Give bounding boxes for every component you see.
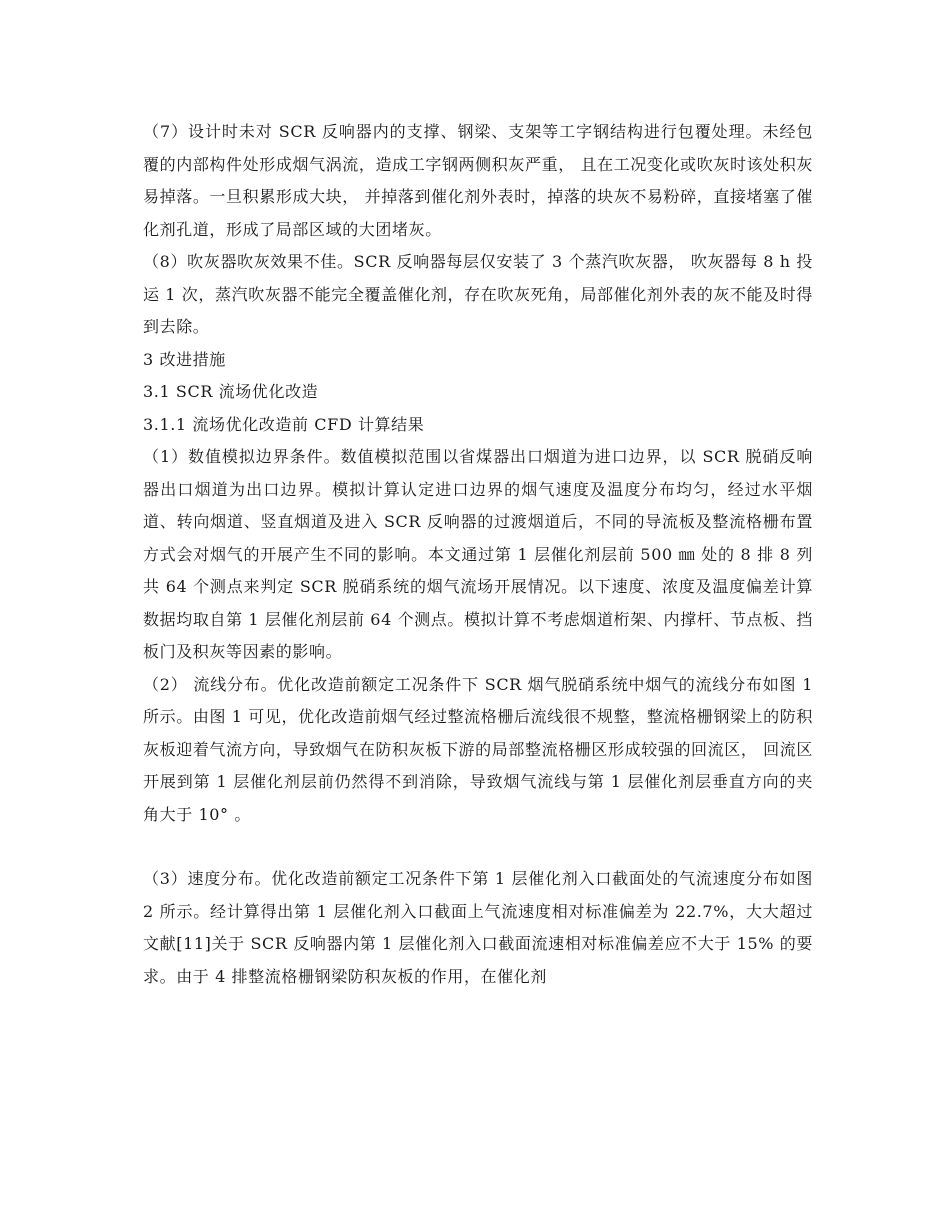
paragraph-item-8: （8）吹灰器吹灰效果不佳。SCR 反响器每层仅安装了 3 个蒸汽吹灰器， 吹灰器每 8 h 投运 1 次，蒸汽吹灰器不能完全覆盖催化剂，存在吹灰死角，局部催化剂外表的灰不能及时得到去除。 (143, 252, 813, 336)
paragraph-streamline-distribution: （2） 流线分布。优化改造前额定工况条件下 SCR 烟气脱硝系统中烟气的流线分布如图 1 所示。由图 1 可见，优化改造前烟气经过整流格栅后流线很不规整，整流格栅钢梁上的防积灰板迎着气流方向，导致烟气在防积灰板下游的局部整流格栅区形成较强的回流区， 回流区开展到第 1 层催化剂层前仍然得不到消除，导致烟气流线与第 1 层催化剂层垂直方向的夹角大于 10° 。 (143, 674, 813, 824)
paragraph-velocity-distribution: （3）速度分布。优化改造前额定工况条件下第 1 层催化剂入口截面处的气流速度分布如图 2 所示。经计算得出第 1 层催化剂入口截面上气流速度相对标准偏差为 22.7%，大大超过文献[11]关于 SCR 反响器内第 1 层催化剂入口截面流速相对标准偏差应不大于 15% 的要求。由于 4 排整流格栅钢梁防积灰板的作用，在催化剂 (143, 869, 813, 986)
subsection-heading-3-1: 3.1 SCR 流场优化改造 (143, 382, 319, 401)
section-heading-3: 3 改进措施 (143, 349, 226, 369)
paragraph-item-7: （7）设计时未对 SCR 反响器内的支撑、钢梁、支架等工字钢结构进行包覆处理。未经包覆的内部构件处形成烟气涡流，造成工字钢两侧积灰严重， 且在工况变化或吹灰时该处积灰易掉落。一旦积累形成大块， 并掉落到催化剂外表时，掉落的块灰不易粉碎，直接堵塞了催化剂孔道，形成了局部区域的大团堵灰。 (143, 122, 813, 239)
paragraph-boundary-conditions: （1）数值模拟边界条件。数值模拟范围以省煤器出口烟道为进口边界，以 SCR 脱硝反响器出口烟道为出口边界。模拟计算认定进口边界的烟气速度及温度分布均匀，经过水平烟道、转向烟道、竖直烟道及进入 SCR 反响器的过渡烟道后，不同的导流板及整流格栅布置方式会对烟气的开展产生不同的影响。本文通过第 1 层催化剂层前 500 ㎜ 处的 8 排 8 列共 64 个测点来判定 SCR 脱硝系统的烟气流场开展情况。以下速度、浓度及温度偏差计算数据均取自第 1 层催化剂层前 64 个测点。模拟计算不考虑烟道桁架、内撑杆、节点板、挡板门及积灰等因素的影响。 (143, 447, 813, 661)
subsubsection-heading-3-1-1: 3.1.1 流场优化改造前 CFD 计算结果 (143, 414, 425, 434)
paragraph-spacer (143, 831, 813, 863)
document-body (143, 116, 813, 993)
